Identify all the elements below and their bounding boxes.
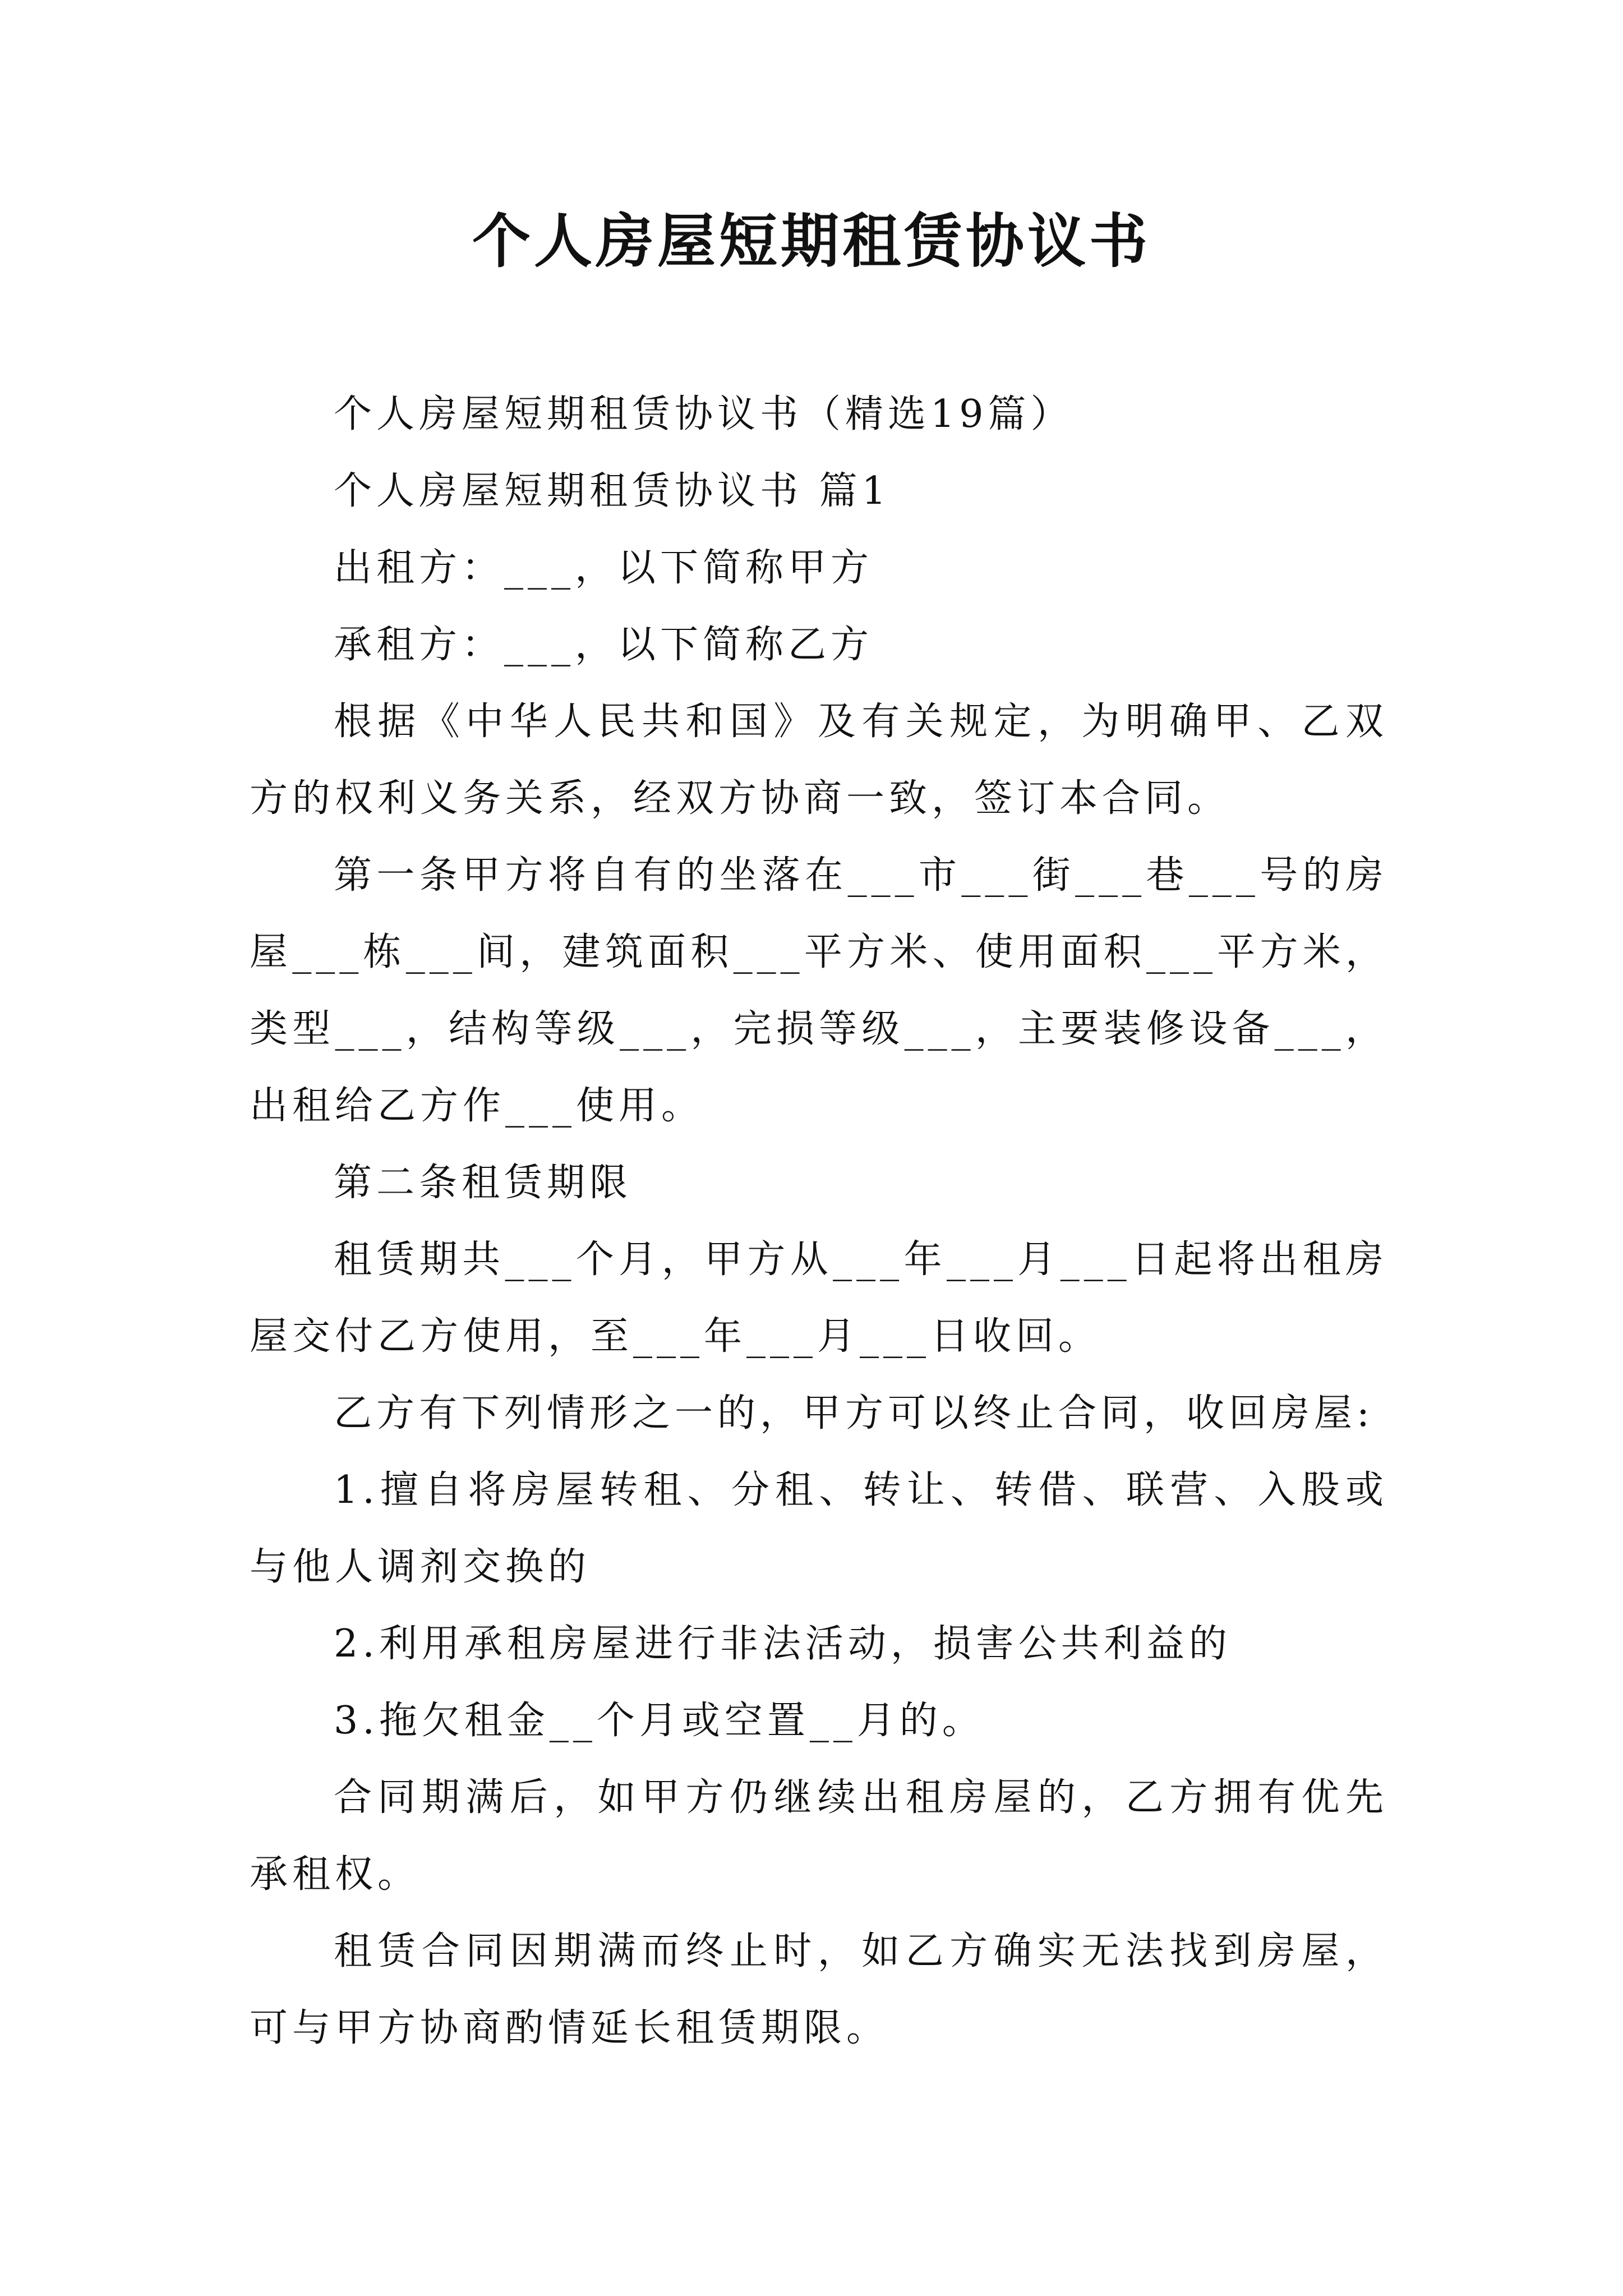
paragraph-preamble: 根据《中华人民共和国》及有关规定，为明确甲、乙双方的权利义务关系，经双方协商一致，签订本合同。 bbox=[250, 700, 1388, 821]
paragraph-extension: 租赁合同因期满而终止时，如乙方确实无法找到房屋，可与甲方协商酌情延长租赁期限。 bbox=[250, 1929, 1388, 2050]
paragraph-article-1: 第一条甲方将自有的坐落在___市___街___巷___号的房屋___栋___间，建筑面积___平方米、使用面积___平方米，类型___，结构等级___，完损等级___，主要装修设备___，出租给乙方作___使用。 bbox=[250, 853, 1388, 1128]
document-body bbox=[250, 376, 1388, 2067]
paragraph-section-heading: 个人房屋短期租赁协议书 篇1 bbox=[334, 469, 891, 513]
paragraph-lessor: 出租方：___，以下简称甲方 bbox=[334, 546, 874, 590]
document-title: 个人房屋短期租赁协议书 bbox=[472, 206, 1151, 275]
paragraph-termination-intro: 乙方有下列情形之一的，甲方可以终止合同，收回房屋: bbox=[334, 1391, 1374, 1435]
paragraph-termination-item-1: 1.擅自将房屋转租、分租、转让、转借、联营、入股或与他人调剂交换的 bbox=[250, 1468, 1388, 1589]
paragraph-termination-item-2: 2.利用承租房屋进行非法活动，损害公共利益的 bbox=[334, 1622, 1232, 1666]
paragraph-lease-term: 租赁期共___个月，甲方从___年___月___日起将出租房屋交付乙方使用，至___年___月___日收回。 bbox=[250, 1237, 1388, 1359]
paragraph-subtitle: 个人房屋短期租赁协议书（精选19篇） bbox=[334, 392, 1073, 436]
paragraph-termination-item-3: 3.拖欠租金__个月或空置__月的。 bbox=[334, 1699, 985, 1743]
paragraph-article-2-heading: 第二条租赁期限 bbox=[334, 1161, 633, 1205]
paragraph-priority-right: 合同期满后，如甲方仍继续出租房屋的，乙方拥有优先承租权。 bbox=[250, 1775, 1388, 1897]
paragraph-lessee: 承租方：___，以下简称乙方 bbox=[334, 623, 874, 667]
